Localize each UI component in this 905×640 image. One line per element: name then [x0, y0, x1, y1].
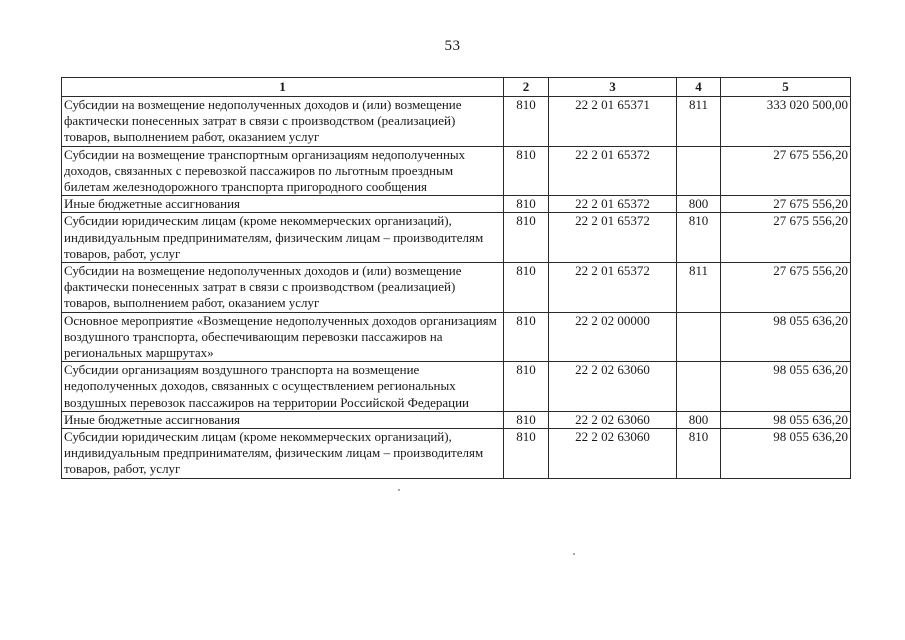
expense-type-cell: 811: [677, 97, 721, 147]
ministry-code-cell: 810: [504, 263, 549, 313]
row-name-cell: Субсидии юридическим лицам (кроме некоммерческих организаций), индивидуальным предпринимателям, физическим лицам – производителям товаров, работ, услуг: [62, 213, 504, 263]
page-number: 53: [444, 38, 461, 54]
row-name-cell: Субсидии на возмещение транспортным организациям недополученных доходов, связанных с перевозкой пассажиров по льготным проездным билетам железнодорожного транспорта пригородного сообщения: [62, 146, 504, 196]
table-header-row: [62, 78, 851, 97]
header-col-5: 5: [721, 78, 851, 97]
target-article-cell: 22 2 01 65372: [549, 196, 677, 213]
table-row: [62, 263, 851, 313]
amount-cell: 98 055 636,20: [721, 362, 851, 412]
ministry-code-cell: 810: [504, 362, 549, 412]
expense-type-cell: 800: [677, 196, 721, 213]
header-col-2: 2: [504, 78, 549, 97]
table-row: [62, 196, 851, 213]
table-row: [62, 362, 851, 412]
row-name-cell: Субсидии организациям воздушного транспорта на возмещение недополученных доходов, связанных с осуществлением региональных воздушных перевозок пассажиров на территории Российской Федерации: [62, 362, 504, 412]
target-article-cell: 22 2 02 63060: [549, 362, 677, 412]
amount-cell: 27 675 556,20: [721, 146, 851, 196]
amount-cell: 27 675 556,20: [721, 213, 851, 263]
target-article-cell: 22 2 01 65372: [549, 146, 677, 196]
table-row: [62, 312, 851, 362]
expense-type-cell: 800: [677, 411, 721, 428]
target-article-cell: 22 2 01 65372: [549, 213, 677, 263]
table-row: [62, 429, 851, 479]
amount-cell: 27 675 556,20: [721, 196, 851, 213]
row-name-cell: Иные бюджетные ассигнования: [62, 196, 504, 213]
row-name-cell: Иные бюджетные ассигнования: [62, 411, 504, 428]
header-col-3: 3: [549, 78, 677, 97]
target-article-cell: 22 2 02 63060: [549, 411, 677, 428]
row-name-cell: Субсидии юридическим лицам (кроме некоммерческих организаций), индивидуальным предпринимателям, физическим лицам – производителям товаров, работ, услуг: [62, 429, 504, 479]
target-article-cell: 22 2 01 65371: [549, 97, 677, 147]
expense-type-cell: [677, 312, 721, 362]
expense-type-cell: 810: [677, 213, 721, 263]
ministry-code-cell: 810: [504, 196, 549, 213]
ministry-code-cell: 810: [504, 312, 549, 362]
expense-type-cell: [677, 146, 721, 196]
row-name-cell: Субсидии на возмещение недополученных доходов и (или) возмещение фактически понесенных затрат в связи с производством (реализацией) товаров, выполнением работ, оказанием услуг: [62, 263, 504, 313]
target-article-cell: 22 2 01 65372: [549, 263, 677, 313]
ministry-code-cell: 810: [504, 97, 549, 147]
ministry-code-cell: 810: [504, 429, 549, 479]
target-article-cell: 22 2 02 63060: [549, 429, 677, 479]
amount-cell: 98 055 636,20: [721, 312, 851, 362]
scan-speck: [398, 489, 400, 491]
ministry-code-cell: 810: [504, 213, 549, 263]
header-col-1: 1: [62, 78, 504, 97]
table-row: [62, 213, 851, 263]
row-name-cell: Субсидии на возмещение недополученных доходов и (или) возмещение фактически понесенных затрат в связи с производством (реализацией) товаров, выполнением работ, оказанием услуг: [62, 97, 504, 147]
ministry-code-cell: 810: [504, 146, 549, 196]
table-row: [62, 411, 851, 428]
expense-type-cell: 810: [677, 429, 721, 479]
table-row: [62, 146, 851, 196]
amount-cell: 333 020 500,00: [721, 97, 851, 147]
amount-cell: 98 055 636,20: [721, 429, 851, 479]
target-article-cell: 22 2 02 00000: [549, 312, 677, 362]
budget-table: [61, 77, 851, 479]
amount-cell: 27 675 556,20: [721, 263, 851, 313]
amount-cell: 98 055 636,20: [721, 411, 851, 428]
expense-type-cell: 811: [677, 263, 721, 313]
row-name-cell: Основное мероприятие «Возмещение недополученных доходов организациям воздушного транспорта, обеспечивающим перевозки пассажиров на региональных маршрутах»: [62, 312, 504, 362]
table-row: [62, 97, 851, 147]
header-col-4: 4: [677, 78, 721, 97]
ministry-code-cell: 810: [504, 411, 549, 428]
scan-speck: [573, 553, 575, 555]
expense-type-cell: [677, 362, 721, 412]
